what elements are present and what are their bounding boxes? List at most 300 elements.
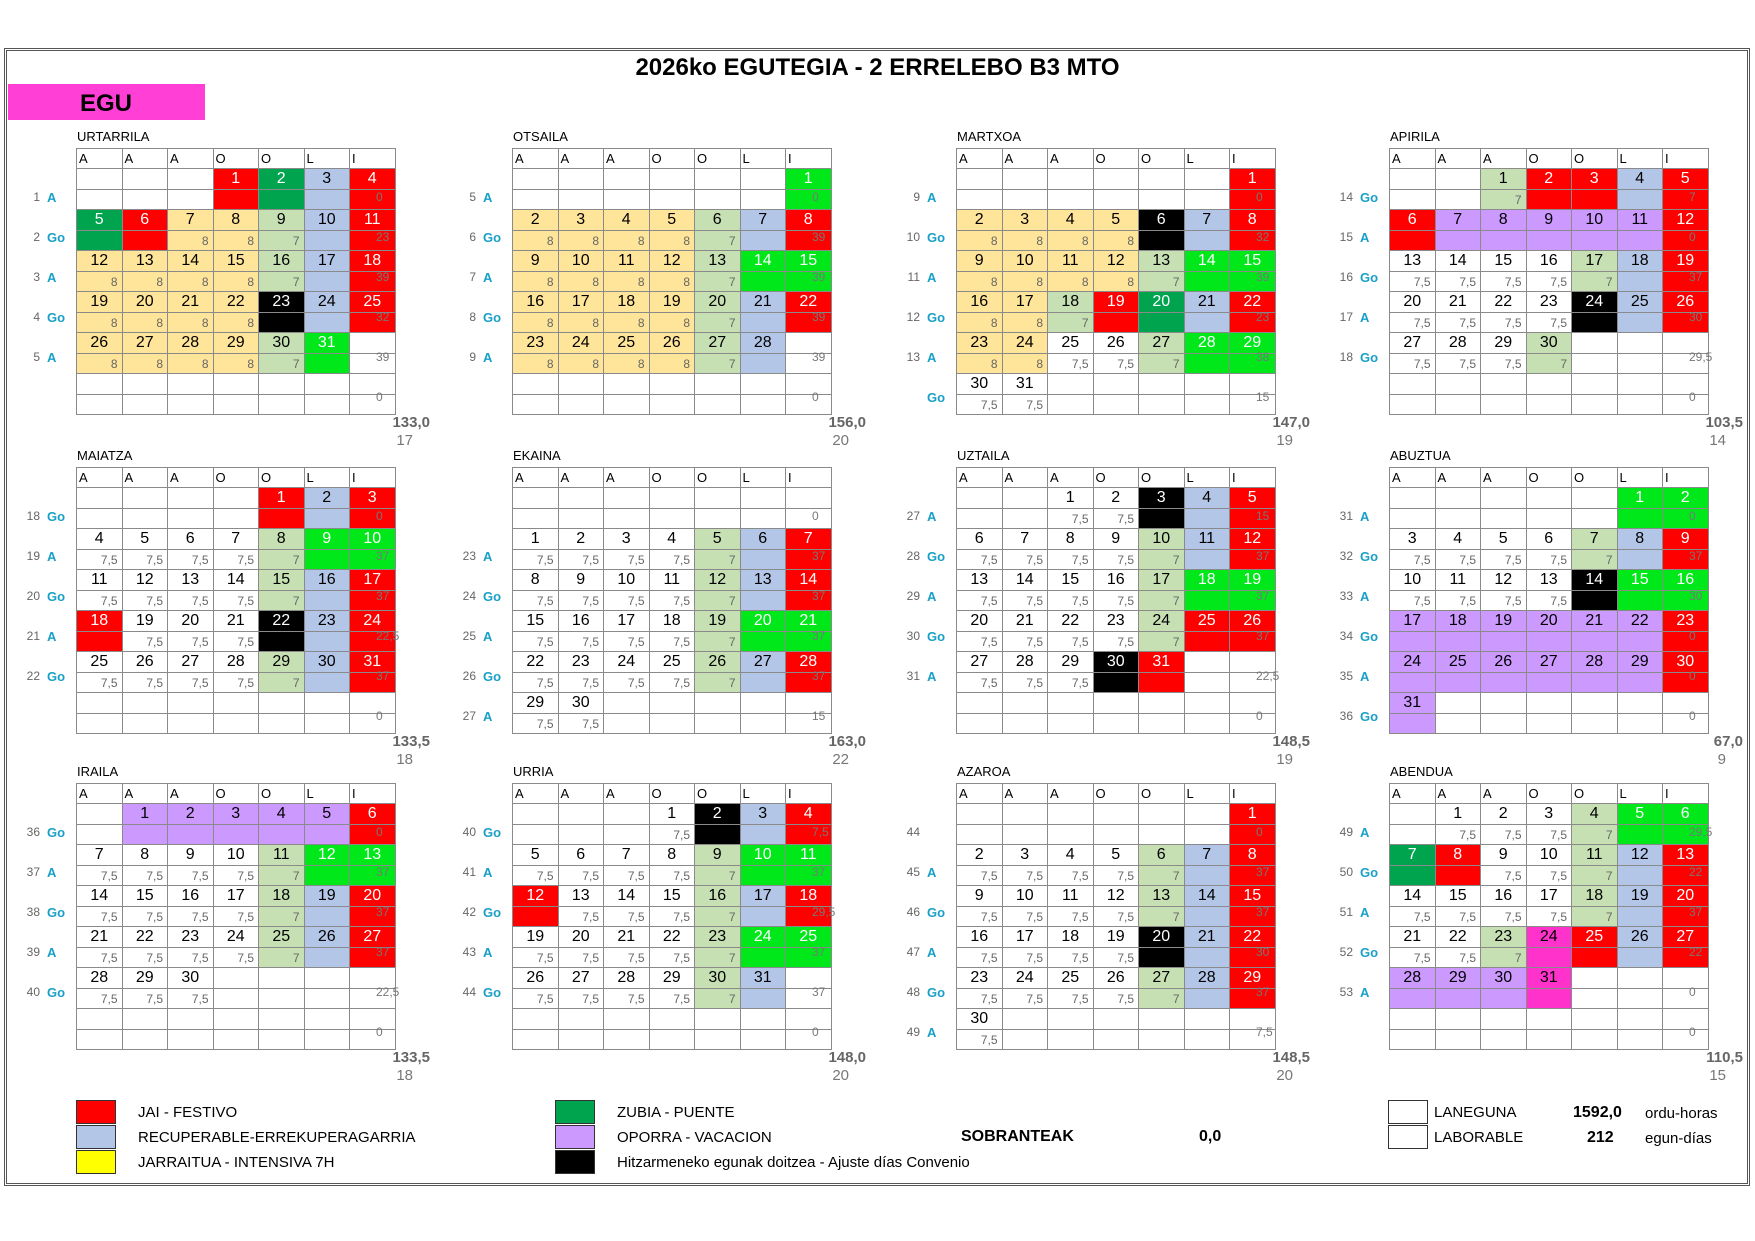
hours-cell — [1435, 866, 1481, 886]
hours-cell — [304, 673, 350, 693]
hours-cell — [1572, 673, 1618, 693]
week-hours: 0 — [1689, 1025, 1696, 1039]
shift-type: A — [1360, 669, 1370, 684]
day-cell: 8 — [259, 529, 305, 550]
shift-type: A — [927, 945, 937, 960]
week-number: 7 — [469, 270, 476, 284]
hours-cell — [1390, 866, 1436, 886]
shift-type: Go — [927, 310, 946, 325]
day-cell: 25 — [1572, 927, 1618, 948]
month-total-hours: 67,0 — [1713, 733, 1743, 750]
weekday-header: O — [213, 149, 259, 169]
day-cell: 28 — [1184, 968, 1230, 989]
day-cell: 20 — [740, 611, 786, 632]
day-cell — [558, 169, 604, 190]
hours-cell: 7,5 — [649, 866, 695, 886]
hours-cell — [259, 313, 305, 333]
hours-cell — [77, 395, 123, 415]
hours-cell — [957, 714, 1003, 734]
day-cell: 27 — [558, 968, 604, 989]
hours-cell: 7,5 — [1390, 354, 1436, 374]
month-name: OTSAILA — [513, 129, 568, 144]
month-total-days: 20 — [832, 432, 849, 449]
week-number: 36 — [26, 825, 40, 839]
hours-cell — [1093, 714, 1139, 734]
hours-cell — [259, 989, 305, 1009]
day-cell: 14 — [1572, 570, 1618, 591]
hours-cell — [1390, 714, 1436, 734]
day-cell — [957, 488, 1003, 509]
hours-cell — [1663, 190, 1709, 210]
hours-cell: 8 — [957, 231, 1003, 251]
day-cell: 26 — [77, 333, 123, 354]
day-cell — [1572, 488, 1618, 509]
hours-cell: 7,5 — [1481, 866, 1527, 886]
week-hours: 39 — [1256, 270, 1270, 284]
hours-cell: 7 — [259, 948, 305, 968]
hours-cell: 8 — [122, 354, 168, 374]
day-cell: 24 — [1572, 292, 1618, 313]
shift-type: Go — [47, 509, 66, 524]
week-number: 8 — [469, 310, 476, 324]
hours-cell: 7 — [1572, 550, 1618, 570]
day-cell: 7 — [1572, 529, 1618, 550]
hours-cell: 7,5 — [77, 989, 123, 1009]
day-cell: 23 — [1093, 611, 1139, 632]
weekday-header: O — [649, 149, 695, 169]
day-cell: 26 — [1230, 611, 1276, 632]
week-info — [0, 369, 383, 409]
week-number: 53 — [1339, 985, 1353, 999]
hours-cell: 7,5 — [604, 591, 650, 611]
day-cell: 19 — [1663, 251, 1709, 272]
hours-cell: 7,5 — [558, 907, 604, 927]
hours-cell: 7 — [1139, 272, 1185, 292]
day-cell: 11 — [259, 845, 305, 866]
day-cell: 16 — [1481, 886, 1527, 907]
hours-cell — [1002, 190, 1048, 210]
hours-cell: 7,5 — [122, 948, 168, 968]
hours-cell: 8 — [1093, 272, 1139, 292]
week-info — [0, 488, 383, 528]
hours-cell: 7,5 — [604, 550, 650, 570]
day-cell: 10 — [740, 845, 786, 866]
hours-cell — [1481, 714, 1527, 734]
month-total-days: 20 — [832, 1067, 849, 1084]
weekday-header: O — [1139, 149, 1185, 169]
hours-cell — [1617, 989, 1663, 1009]
day-cell: 23 — [1481, 927, 1527, 948]
day-cell: 25 — [350, 292, 396, 313]
week-info — [0, 1004, 383, 1044]
hours-cell: 7,5 — [1526, 866, 1572, 886]
weekday-header: I — [1230, 784, 1276, 804]
day-cell: 28 — [1572, 652, 1618, 673]
shift-type: A — [1360, 589, 1370, 604]
weekday-header: I — [1663, 149, 1709, 169]
day-cell: 5 — [1481, 529, 1527, 550]
hours-cell: 7 — [1572, 866, 1618, 886]
shift-type: Go — [483, 589, 502, 604]
shift-type: A — [47, 629, 57, 644]
hours-cell: 8 — [513, 231, 559, 251]
hours-cell — [304, 591, 350, 611]
day-cell: 24 — [304, 292, 350, 313]
day-cell: 11 — [1048, 886, 1094, 907]
week-hours: 0 — [376, 390, 383, 404]
weekday-header: O — [695, 468, 741, 488]
hours-cell: 7 — [1048, 313, 1094, 333]
day-cell: 14 — [168, 251, 214, 272]
hours-cell — [1184, 825, 1230, 845]
week-number: 24 — [462, 589, 476, 603]
hours-cell: 7,5 — [1048, 866, 1094, 886]
legend-vacacion: OPORRA - VACACION — [617, 1129, 772, 1146]
day-cell: 29 — [649, 968, 695, 989]
week-number: 44 — [906, 825, 920, 839]
hours-cell — [1526, 632, 1572, 652]
month-grid — [1389, 467, 1709, 734]
day-cell: 2 — [957, 210, 1003, 231]
hours-cell: 7 — [695, 673, 741, 693]
day-cell: 20 — [1526, 611, 1572, 632]
week-hours: 0 — [1689, 709, 1696, 723]
day-cell — [1572, 968, 1618, 989]
day-cell: 12 — [695, 570, 741, 591]
day-cell: 16 — [1526, 251, 1572, 272]
week-hours: 37 — [812, 549, 826, 563]
hours-cell — [1048, 1030, 1094, 1050]
hours-cell — [304, 354, 350, 374]
day-cell: 18 — [1572, 886, 1618, 907]
day-cell: 24 — [1390, 652, 1436, 673]
month-grid — [76, 467, 396, 734]
day-cell: 8 — [1617, 529, 1663, 550]
month-name: UZTAILA — [957, 448, 1010, 463]
weekday-header: I — [350, 784, 396, 804]
month-total-hours: 103,5 — [1705, 414, 1743, 431]
hours-cell: 7,5 — [1390, 550, 1436, 570]
day-cell: 9 — [259, 210, 305, 231]
day-cell: 19 — [695, 611, 741, 632]
hours-cell — [1526, 231, 1572, 251]
hours-cell: 7,5 — [649, 907, 695, 927]
hours-cell — [740, 550, 786, 570]
day-cell: 4 — [1617, 169, 1663, 190]
week-number: 40 — [462, 825, 476, 839]
weekday-header: O — [1526, 468, 1572, 488]
day-cell: 22 — [786, 292, 832, 313]
shift-type: Go — [483, 825, 502, 840]
hours-cell: 7 — [1572, 825, 1618, 845]
shift-type: A — [47, 945, 57, 960]
hours-cell: 7,5 — [513, 673, 559, 693]
hours-cell: 7,5 — [957, 907, 1003, 927]
hours-cell: 7,5 — [957, 632, 1003, 652]
day-cell — [1230, 693, 1276, 714]
hours-cell — [1184, 550, 1230, 570]
hours-cell: 7,5 — [77, 948, 123, 968]
hours-cell — [304, 509, 350, 529]
day-cell: 18 — [77, 611, 123, 632]
week-number: 26 — [462, 669, 476, 683]
day-cell: 16 — [1663, 570, 1709, 591]
day-cell — [213, 374, 259, 395]
week-hours: 0 — [812, 1025, 819, 1039]
weekday-header: L — [1184, 468, 1230, 488]
day-cell — [513, 374, 559, 395]
hours-cell: 7 — [695, 231, 741, 251]
hours-cell: 7,5 — [604, 948, 650, 968]
day-cell — [1002, 169, 1048, 190]
hours-cell: 7,5 — [649, 591, 695, 611]
month-total-days: 14 — [1709, 432, 1726, 449]
hours-cell — [1572, 354, 1618, 374]
day-cell: 23 — [957, 333, 1003, 354]
month-name: MAIATZA — [77, 448, 133, 463]
day-cell: 31 — [740, 968, 786, 989]
day-cell — [558, 374, 604, 395]
hours-cell — [1184, 591, 1230, 611]
hours-cell: 7,5 — [122, 550, 168, 570]
day-cell: 29 — [213, 333, 259, 354]
day-cell: 25 — [1048, 333, 1094, 354]
hours-total: 1592,0 — [1573, 1104, 1622, 1121]
week-hours: 0 — [1256, 709, 1263, 723]
day-cell: 19 — [304, 886, 350, 907]
days-unit: egun-días — [1645, 1130, 1712, 1147]
hours-cell: 7,5 — [1435, 272, 1481, 292]
day-cell: 17 — [1390, 611, 1436, 632]
week-hours: 0 — [376, 190, 383, 204]
hours-cell — [786, 1030, 832, 1050]
weekday-header: A — [957, 468, 1003, 488]
day-cell — [1390, 1009, 1436, 1030]
hours-cell: 8 — [1002, 354, 1048, 374]
day-cell: 28 — [1184, 333, 1230, 354]
day-cell: 1 — [1617, 488, 1663, 509]
day-cell: 13 — [957, 570, 1003, 591]
day-cell — [740, 488, 786, 509]
day-cell: 22 — [259, 611, 305, 632]
day-cell: 7 — [77, 845, 123, 866]
day-cell: 2 — [957, 845, 1003, 866]
day-cell: 22 — [1435, 927, 1481, 948]
hours-cell — [1617, 190, 1663, 210]
day-cell — [1139, 804, 1185, 825]
hours-cell: 7,5 — [77, 907, 123, 927]
day-cell — [1435, 374, 1481, 395]
day-cell: 10 — [1139, 529, 1185, 550]
day-cell: 20 — [957, 611, 1003, 632]
week-info — [880, 209, 1270, 249]
hours-cell: 8 — [604, 313, 650, 333]
week-number: 31 — [906, 669, 920, 683]
day-cell: 22 — [213, 292, 259, 313]
day-cell: 15 — [1230, 886, 1276, 907]
week-number: 19 — [26, 549, 40, 563]
hours-cell — [304, 866, 350, 886]
month-total-days: 22 — [832, 751, 849, 768]
weekday-header: A — [77, 468, 123, 488]
convenio-swatch — [555, 1150, 595, 1174]
month-total-hours: 148,0 — [828, 1049, 866, 1066]
hours-cell — [1184, 354, 1230, 374]
week-info — [880, 169, 1263, 209]
hours-cell — [1572, 591, 1618, 611]
weekday-header: L — [1617, 149, 1663, 169]
week-hours: 15 — [1256, 390, 1270, 404]
hours-cell — [1572, 313, 1618, 333]
day-cell: 12 — [1093, 886, 1139, 907]
weekday-header: A — [1481, 784, 1527, 804]
day-cell: 16 — [168, 886, 214, 907]
intensiva-swatch — [76, 1150, 116, 1174]
week-number: 33 — [1339, 589, 1353, 603]
hours-cell: 8 — [558, 231, 604, 251]
hours-cell: 7,5 — [649, 948, 695, 968]
day-cell — [558, 1009, 604, 1030]
day-cell — [957, 169, 1003, 190]
hours-cell — [1230, 190, 1276, 210]
day-cell: 18 — [1184, 570, 1230, 591]
day-cell: 22 — [122, 927, 168, 948]
week-hours: 39 — [812, 270, 826, 284]
day-cell: 6 — [558, 845, 604, 866]
hours-cell: 7,5 — [558, 673, 604, 693]
month-ekaina — [436, 448, 866, 768]
day-cell — [604, 804, 650, 825]
day-cell: 7 — [168, 210, 214, 231]
week-hours: 38 — [1256, 350, 1270, 364]
weekday-header: A — [1435, 468, 1481, 488]
hours-cell — [604, 395, 650, 415]
hours-cell: 7,5 — [213, 866, 259, 886]
day-cell: 14 — [213, 570, 259, 591]
hours-cell — [1526, 989, 1572, 1009]
month-grid — [512, 467, 832, 734]
hours-cell: 7,5 — [1481, 272, 1527, 292]
hours-cell: 7,5 — [122, 907, 168, 927]
festivo-swatch — [76, 1100, 116, 1124]
week-number: 31 — [1339, 509, 1353, 523]
hours-cell: 7,5 — [513, 989, 559, 1009]
day-cell: 25 — [77, 652, 123, 673]
hours-cell: 7,5 — [213, 550, 259, 570]
day-cell: 14 — [1435, 251, 1481, 272]
week-number: 22 — [26, 669, 40, 683]
day-cell: 30 — [168, 968, 214, 989]
hours-cell — [957, 509, 1003, 529]
hours-cell — [1617, 866, 1663, 886]
day-cell: 16 — [957, 292, 1003, 313]
day-cell — [695, 169, 741, 190]
weekday-header: L — [1184, 149, 1230, 169]
day-cell: 16 — [558, 611, 604, 632]
hours-cell: 7,5 — [1526, 825, 1572, 845]
hours-cell: 7,5 — [168, 989, 214, 1009]
hours-cell — [1663, 714, 1709, 734]
hours-cell — [1184, 313, 1230, 333]
month-total-hours: 133,5 — [392, 733, 430, 750]
day-cell — [1184, 804, 1230, 825]
hours-cell — [1002, 509, 1048, 529]
hours-cell — [786, 190, 832, 210]
day-cell: 27 — [1139, 968, 1185, 989]
month-total-days: 15 — [1709, 1067, 1726, 1084]
day-cell — [740, 169, 786, 190]
day-cell: 21 — [1002, 611, 1048, 632]
day-cell — [1139, 374, 1185, 395]
hours-cell: 8 — [168, 272, 214, 292]
day-cell: 16 — [513, 292, 559, 313]
hours-cell — [1002, 1030, 1048, 1050]
hours-cell: 7,5 — [649, 632, 695, 652]
day-cell — [1435, 169, 1481, 190]
hours-cell — [77, 825, 123, 845]
hours-cell: 7,5 — [513, 632, 559, 652]
weekday-header: I — [1230, 468, 1276, 488]
hours-cell — [604, 714, 650, 734]
day-cell — [604, 169, 650, 190]
hours-cell — [1663, 395, 1709, 415]
hours-cell: 7,5 — [168, 673, 214, 693]
weekday-header: A — [1048, 149, 1094, 169]
hours-cell — [740, 190, 786, 210]
day-cell: 25 — [1435, 652, 1481, 673]
day-cell: 8 — [1048, 529, 1094, 550]
month-total-hours: 156,0 — [828, 414, 866, 431]
week-hours: 37 — [812, 985, 826, 999]
hours-cell — [1526, 509, 1572, 529]
hours-cell: 7,5 — [1526, 272, 1572, 292]
day-cell — [695, 488, 741, 509]
day-cell: 17 — [604, 611, 650, 632]
hours-cell: 7,5 — [649, 673, 695, 693]
hours-cell — [168, 509, 214, 529]
day-cell: 8 — [649, 845, 695, 866]
laborable-swatch — [1388, 1125, 1428, 1149]
week-number: 30 — [906, 629, 920, 643]
hours-cell — [604, 509, 650, 529]
shift-type: A — [47, 549, 57, 564]
day-cell: 24 — [1002, 968, 1048, 989]
day-cell: 11 — [1184, 529, 1230, 550]
hours-cell: 7,5 — [168, 866, 214, 886]
day-cell: 18 — [259, 886, 305, 907]
hours-cell — [1663, 632, 1709, 652]
hours-cell: 7,5 — [122, 632, 168, 652]
month-total-days: 17 — [396, 432, 413, 449]
hours-cell: 7,5 — [1093, 550, 1139, 570]
week-number: 27 — [462, 709, 476, 723]
day-cell — [786, 488, 832, 509]
hours-cell — [122, 509, 168, 529]
day-cell: 7 — [213, 529, 259, 550]
day-cell — [957, 693, 1003, 714]
hours-cell: 8 — [1002, 313, 1048, 333]
day-cell — [122, 169, 168, 190]
day-cell: 14 — [1002, 570, 1048, 591]
weekday-header: A — [168, 784, 214, 804]
week-number: 49 — [906, 1025, 920, 1039]
day-cell — [695, 374, 741, 395]
hours-cell: 7 — [259, 907, 305, 927]
hours-cell: 7 — [259, 272, 305, 292]
weekday-header: I — [786, 784, 832, 804]
hours-cell — [513, 190, 559, 210]
week-hours: 29,5 — [1689, 825, 1713, 839]
